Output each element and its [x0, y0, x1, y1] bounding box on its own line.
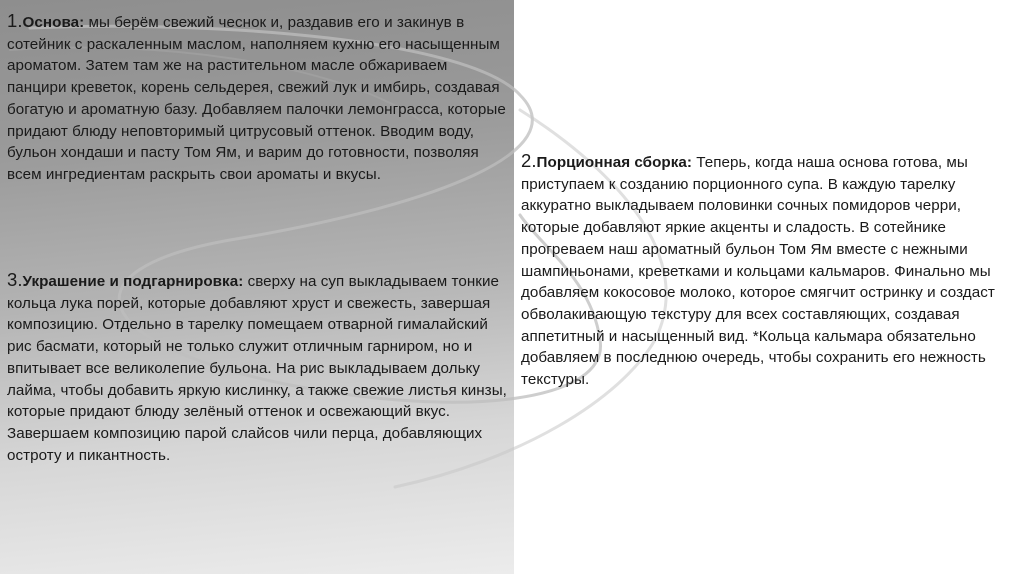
section-osnova [7, 10, 510, 186]
section-body: сверху на суп выкладываем тонкие кольца лука порей, которые добавляют хруст и свежесть, завершая композицию. Отдельно в тарелку помещаем отварной гималайский рис басмати, который не только служит отличным гарниром, но и впитывает все великолепие бульона. На рис выкладываем дольку лайма, чтобы добавить яркую кислинку, а также свежие листья кинзы, которые придают блюду зелёный оттенок и освежающий вкус. Завершаем композицию парой слайсов чили перца, добавляющих остроту и пикантность. [7, 273, 507, 464]
section-body: мы берём свежий чеснок и, раздавив его и закинув в сотейник с раскаленным маслом, наполняем кухню его насыщенным ароматом. Затем там же на растительном масле обжариваем панцири креветок, корень сельдерея, свежий лук и имбирь, создавая богатую и ароматную базу. Добавляем палочки лемонграсса, которые придают блюду неповторимый цитрусовый оттенок. Вводим воду, бульон хондаши и пасту Том Ям, и варим до готовности, позволяя всем ингредиентам раскрыть свои ароматы и вкусы. [7, 14, 506, 183]
section-garnish [7, 269, 510, 466]
section-heading: Порционная сборка: [536, 154, 693, 171]
section-body: Теперь, когда наша основа готова, мы приступаем к созданию порционного супа. В каждую тарелку аккуратно выкладываем половинки сочных помидоров черри, которые добавляют яркие акценты и сладость. В сотейнике прогреваем наш ароматный бульон Том Ям вместе с нежными шампиньонами, креветками и кольцами кальмаров. Финально мы добавляем кокосовое молоко, которое смягчит остринку и создаст обволакивающую текстуру для всех составляющих, создавая аппетитный и насыщенный вид. *Кольца кальмара обязательно добавляем в последнюю очередь, чтобы сохранить его нежность текстуры. [521, 154, 995, 389]
section-heading: Основа: [22, 14, 85, 31]
section-portion-assembly [521, 150, 1021, 391]
section-heading: Украшение и подгарнировка: [22, 273, 244, 290]
section-number: 3. [7, 269, 23, 290]
section-number: 2. [521, 150, 537, 171]
section-number: 1. [7, 10, 23, 31]
